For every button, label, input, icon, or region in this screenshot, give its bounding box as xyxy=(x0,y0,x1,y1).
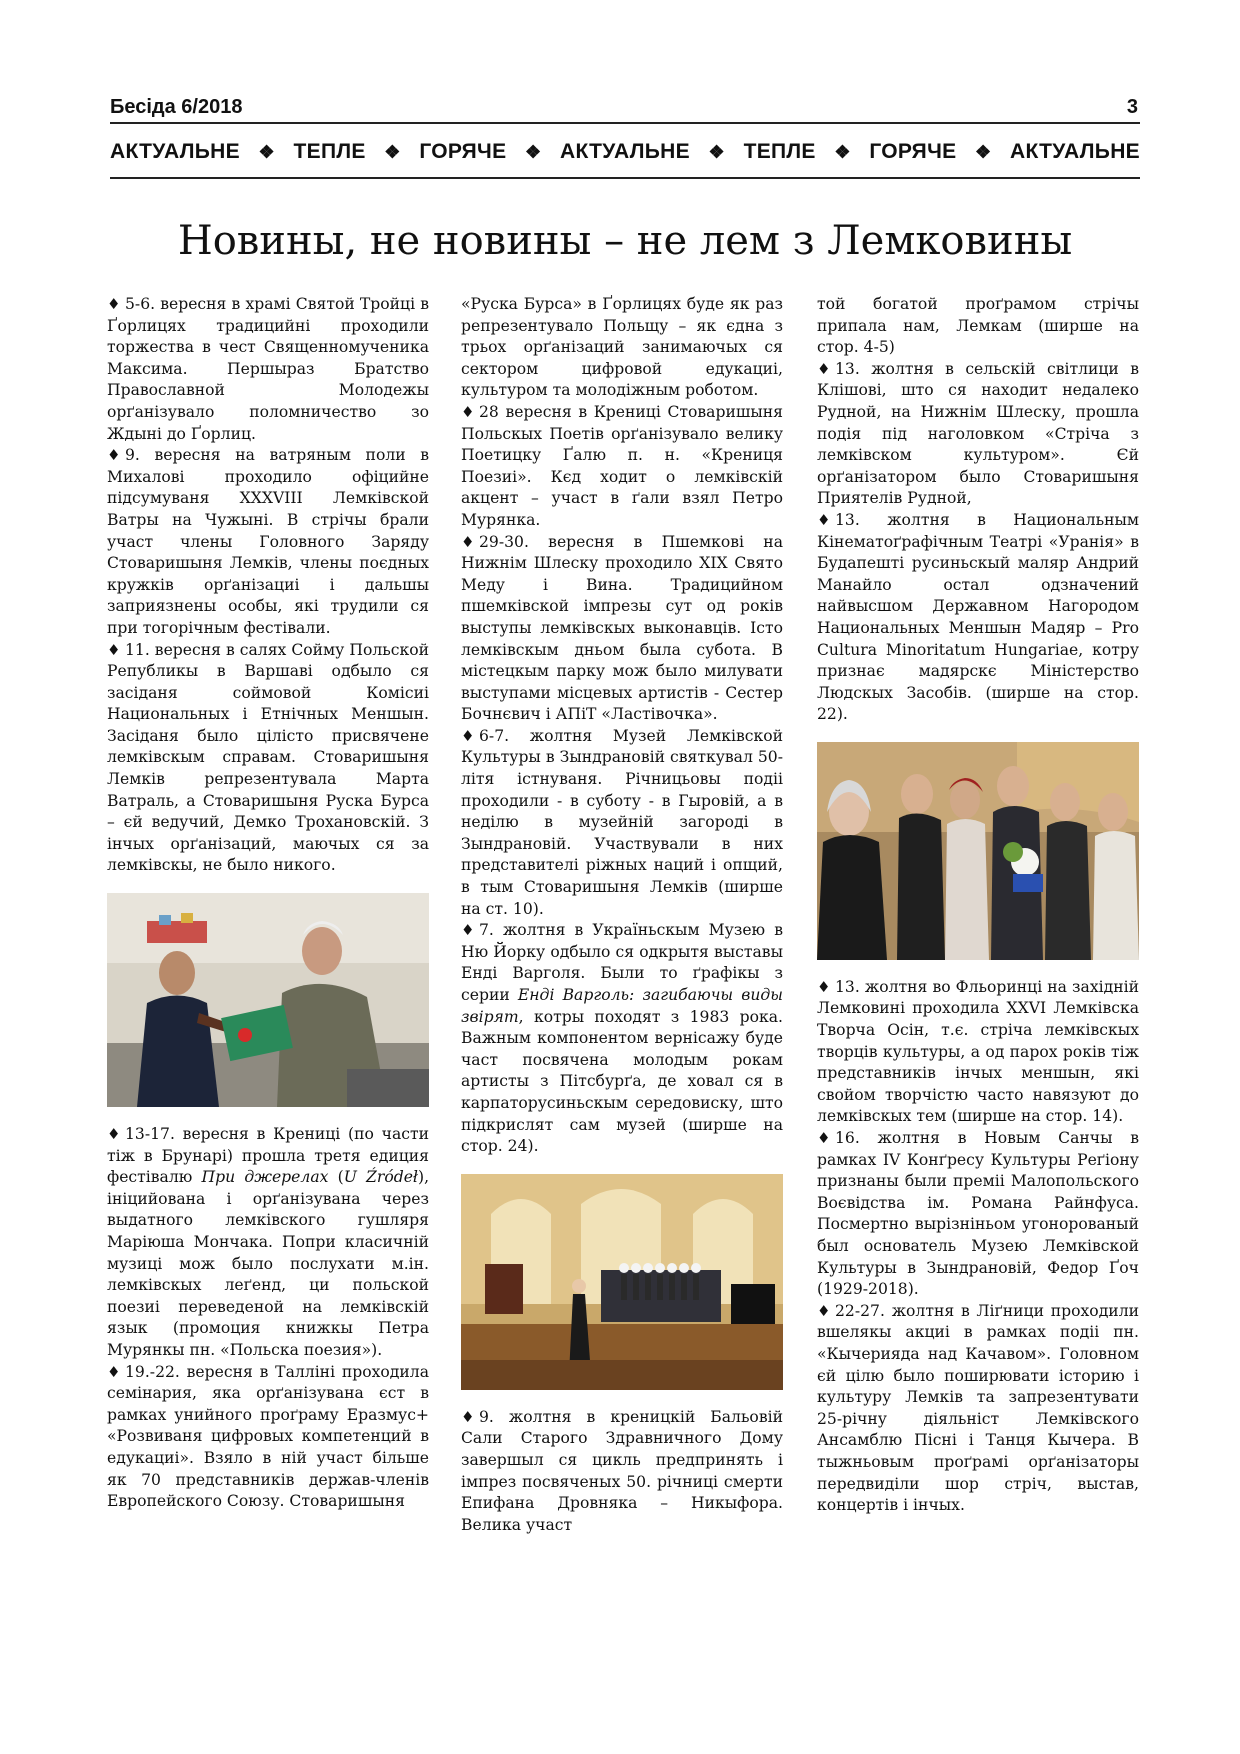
kicker-separator: ❖ xyxy=(975,141,992,162)
news-item: ♦ 16. жолтня в Новым Санчы в рамках IV Конґресу Культуры Реґіону признаны были преміі Малопольского Воєвідства ім. Романа Райнфуса. Посмертно вырізніньом угонорованый был основатель Музею Лемківской Культуры в Зындрановій, Федор Ґоч (1929-2018). xyxy=(817,1129,1139,1299)
news-item: ♦ 19.-22. вересня в Таллінi проходила семінария, яка орґанізувана єст в рамках унийного проґраму Еразмус+ «Розвиваня цифровых компетенций в едукациі». Взяло в ній участ більше як 70 представників держав-членів Европейского Союзу. Стоваришыня xyxy=(107,1362,429,1511)
kicker-word: АКТУАЛЬНЕ xyxy=(1010,140,1140,163)
news-item: ♦ 13-17. вересня в Крениці (по части тіж в Брунарі) прошла третя едиция фестівалю При джерелах (U Źródeł), ініцийована і орґанізувана через выдатного лемківского гушляря Марiюша Мончака. Попри класичній музиці мож было послухати м.ін. лемківскых леґенд, ци польской поезиі переведеной на лемківскій язык (промоция книжкы Петра Мурянкы пн. «Польска поезия»). xyxy=(107,1125,430,1359)
kicker-separator: ❖ xyxy=(258,141,275,162)
kicker-word: ТЕПЛЕ xyxy=(743,140,816,163)
news-item-continued: «Руска Бурса» в Ґорлицях буде як раз репрезентувало Польщу – як єдна з трьох орґанізаций занимаючых ся сектором цифровой едукациі, культуром та молодіжным роботом. xyxy=(461,295,783,400)
news-item: ♦ 29-30. вересня в Пшемкові на Нижнім Шлеску проходило XIX Свято Меду і Вина. Традицийном пшемківской імпрезы сут од років выступы лемківскых выконавців. Істо лемківскым дньом была субота. В містецкым парку мож было милувати выступами місцевых артистів - Сестер Бочнєвич і АПіТ «Ластівочка». xyxy=(461,532,783,724)
news-item: ♦ 6-7. жолтня Музей Лемківской Культуры в Зындрановій святкувал 50-літя істнуваня. Річницьовы подіі проходили - в суботу - в Гыровій, а в неділю в музейній загороді в Зындрановій. Участвували в них представителі ріжных наций і опщий, в тым Стоваришыня Лемків (ширше на ст. 10). xyxy=(461,726,783,918)
bullet-icon: ♦ xyxy=(461,402,475,421)
news-item: ♦ 9. вересня на ватряным поли в Михалові проходило офіцийне підсумуваня XXXVIII Лемківской Ватры на Чужыні. В стрічы брали участ члены Головного Заряду Стоваришыня Лемків, члены поєдных кружків орґанізациі і дальшы заприязнены особы, які трудили ся при тогорічным фестівали. xyxy=(107,446,429,637)
column-3 xyxy=(817,294,1139,1517)
bullet-icon: ♦ xyxy=(107,1125,121,1144)
photo-image xyxy=(107,893,429,1107)
photo-choir-hall xyxy=(461,1174,783,1390)
bullet-icon: ♦ xyxy=(817,1129,831,1148)
bullet-icon: ♦ xyxy=(817,510,831,529)
kicker-word: АКТУАЛЬНЕ xyxy=(110,140,240,163)
kicker-separator: ❖ xyxy=(834,141,851,162)
column-1 xyxy=(107,294,429,1513)
section-kicker xyxy=(110,140,1140,164)
kicker-separator: ❖ xyxy=(384,141,401,162)
bullet-icon: ♦ xyxy=(817,1301,831,1320)
news-item: ♦ 9. жолтня в креницкій Бальовій Сали Старого Здравничного Дому завершыл ся цикль предпринять і імпрез посвяченых 50. річниці смерти Епифана Дровняка – Никыфора. Велика участ xyxy=(461,1407,783,1534)
headline: Новины, не новины – не лем з Лемковины xyxy=(177,218,1073,264)
bullet-icon: ♦ xyxy=(461,532,475,551)
kicker-word: ГОРЯЧЕ xyxy=(419,140,507,163)
header-rule-top xyxy=(110,122,1140,124)
news-item: ♦ 28 вересня в Крениці Стоваришыня Польскых Поетів орґанізувало велику Поетицку Ґалю п. н. «Крениця Поезиі». Кєд ходит о лемківскій акцент – участ в ґали взял Петро Мурянка. xyxy=(461,402,783,529)
photo-image xyxy=(817,742,1139,960)
bullet-icon: ♦ xyxy=(107,640,121,659)
bullet-icon: ♦ xyxy=(107,1362,121,1381)
news-item: ♦ 13. жолтня в сельскій світлици в Клішові, што ся находит недалеко Рудной, на Нижнім Шлеску, прошла подія під наголовком «Стріча з лемківском культуром». Єй орґанізатором было Стоваришыня Приятелів Рудной, xyxy=(817,359,1139,508)
photo-image xyxy=(461,1174,783,1390)
photo-award-group xyxy=(817,742,1139,960)
column-2 xyxy=(461,294,783,1536)
page-number: 3 xyxy=(1126,96,1138,118)
kicker-separator: ❖ xyxy=(525,141,542,162)
kicker-word: АКТУАЛЬНЕ xyxy=(560,140,690,163)
news-item: ♦ 11. вересня в салях Сойму Польской Републикы в Варшаві одбыло ся засіданя соймовой Комісиі Национальных і Етнічных Меншын. Засіданя было цілісто присвячене лемківскым справам. Стоваришыня Лемків репрезентувала Марта Ватраль, а Стоваришыня Руска Бурса – єй ведучий, Демко Трохановскій. З інчых орґанізаций, маючых ся за лемківскы, не было никого. xyxy=(107,640,429,875)
news-item: ♦ 7. жолтня в Україньскым Музею в Ню Йорку одбыло ся одкрытя выставы Енді Варголя. Были то ґрафікы з серии Енді Варголь: загибаючы виды звірят, котры походят з 1983 рока. Важным компонентом вернісажу буде част посвячена молодым рокам артисты з Пітсбурґа, де ховал ся в карпаторусиньскым середовиску, што підкрислят сам музей (ширше на стор. 24). xyxy=(461,921,783,1156)
issue-label: Бесіда 6/2018 xyxy=(110,96,243,118)
news-item: ♦ 13. жолтня в Национальным Кінематоґрафічным Театрі «Уранія» в Будапешті русиньскый маляр Андрий Манайло остал одзначений найвысшом Державном Нагородом Национальных Меншын Мадяр – Pro Cultura Minoritatum Hungariae, котру признає мадярскє Міністерство Людскых Засобів. (ширше на стор. 22). xyxy=(817,510,1139,724)
bullet-icon: ♦ xyxy=(461,726,475,745)
bullet-icon: ♦ xyxy=(107,446,121,465)
bullet-icon: ♦ xyxy=(107,295,121,313)
news-item: ♦ 13. жолтня во Фльоринці на західній Лемковині проходила XXVI Лемківска Творча Осін, т.є. стріча лемківскых творців культуры, а од парох років тіж представників інчых меншын, які свойом творчістю часто навязуют до лемківскых тем (ширше на стор. 14). xyxy=(817,977,1139,1126)
bullet-icon: ♦ xyxy=(817,359,831,378)
photo-violinist-reading xyxy=(107,893,429,1107)
header-rule-bottom xyxy=(110,177,1140,179)
news-item-continued: той богатой проґрамом стрічы припала нам, Лемкам (ширше на стор. 4-5) xyxy=(817,295,1139,357)
kicker-word: ТЕПЛЕ xyxy=(293,140,366,163)
bullet-icon: ♦ xyxy=(461,921,475,940)
kicker-separator: ❖ xyxy=(708,141,725,162)
news-item: ♦ 5-6. вересня в храмі Святой Тройці в Ґорлицях традицийні проходили торжества в чест Священномученика Максима. Першыраз Братство Православной Молодежы орґанізувало поломничество зо Ждыні до Ґорлиц. xyxy=(107,295,429,443)
bullet-icon: ♦ xyxy=(461,1407,475,1426)
news-item: ♦ 22-27. жолтня в Ліґници проходили вшелякы акциі в рамках подіі пн. «Кычерияда над Качавом». Головном єй цілю было поширювати історию і культуру Лемків та запрезентувати 25-річну діяльніст Лемківского Ансамблю Пісні і Танця Кычера. В тыжньовым проґрамі орґанізаторы передвиділи шор стріч, выстав, концертів і інчых. xyxy=(817,1301,1139,1515)
bullet-icon: ♦ xyxy=(817,977,831,996)
kicker-word: ГОРЯЧЕ xyxy=(869,140,957,163)
